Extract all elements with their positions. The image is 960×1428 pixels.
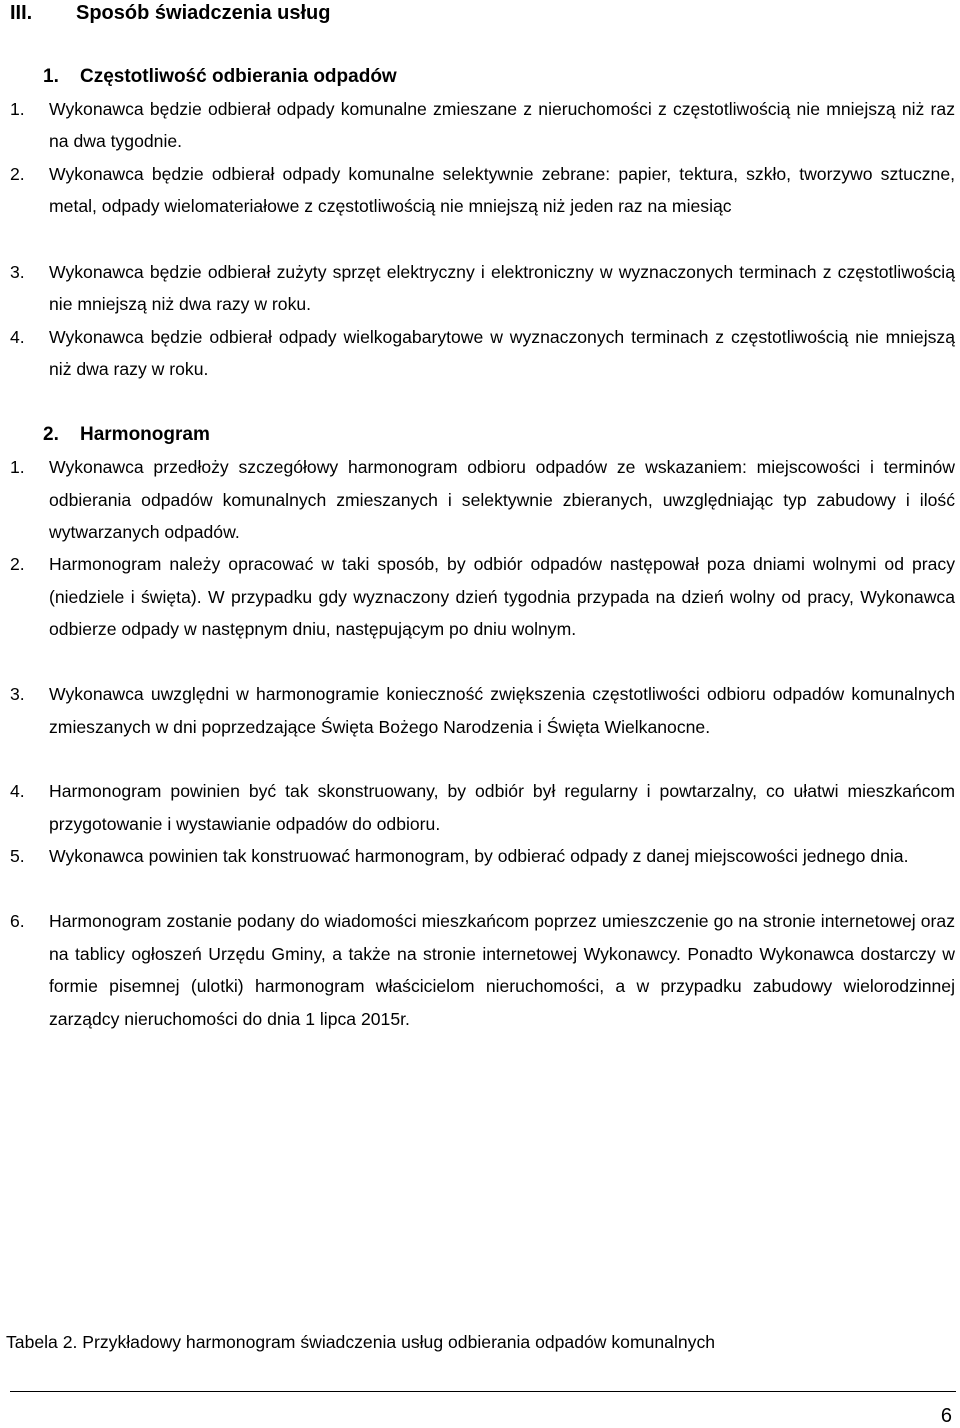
subsection-number: 1. [43, 66, 59, 87]
footer-divider [10, 1391, 956, 1392]
list-item-number: 6. [10, 911, 25, 931]
list-item-text: Wykonawca powinien tak konstruować harmonogram, by odbierać odpady z danej miejscowości jednego dnia. [49, 846, 909, 866]
subsection-heading-frequency [43, 64, 397, 90]
list-item [10, 548, 955, 646]
list-item-text: Wykonawca uwzględni w harmonogramie konieczność zwiększenia częstotliwości odbioru odpadów komunalnych zmieszanych w dni poprzedzające Święta Bożego Narodzenia i Święta Wielkanocne. [49, 684, 955, 737]
list-item-text: Wykonawca będzie odbierał odpady komunalne selektywnie zebrane: papier, tektura, szkło, tworzywo sztuczne, metal, odpady wielomateriałowe z częstotliwością nie mniejszą niż jeden raz na miesiąc [49, 164, 955, 216]
list-item-text: Wykonawca będzie odbierał odpady wielkogabarytowe w wyznaczonych terminach z częstotliwością nie mniejszą niż dwa razy w roku. [49, 327, 955, 379]
list-item [10, 159, 955, 222]
list-item-number: 2. [10, 164, 25, 184]
list-item-number: 1. [10, 99, 25, 119]
subsection-heading-schedule [43, 422, 210, 448]
section-title: Sposób świadczenia usług [76, 2, 331, 24]
list-item [10, 840, 955, 873]
page-number: 6 [940, 1405, 952, 1427]
list-item-text: Wykonawca będzie odbierał zużyty sprzęt elektryczny i elektroniczny w wyznaczonych terminach z częstotliwością nie mniejszą niż dwa razy w roku. [49, 262, 955, 314]
section-number: III. [10, 2, 33, 24]
subsection-number: 2. [43, 424, 59, 445]
list-item [10, 905, 955, 1035]
list-item-number: 4. [10, 327, 25, 347]
list-item-text: Wykonawca będzie odbierał odpady komunalne zmieszane z nieruchomości z częstotliwością nie mniejszą niż raz na dwa tygodnie. [49, 99, 955, 151]
list-item-number: 3. [10, 684, 25, 704]
list-item [10, 257, 955, 320]
list-item-number: 4. [10, 781, 25, 801]
section-heading [10, 0, 331, 26]
list-item-text: Harmonogram zostanie podany do wiadomości mieszkańcom poprzez umieszczenie go na stronie internetowej oraz na tablicy ogłoszeń Urzędu Gminy, a także na stronie internetowej Wykonawcy. Ponadto Wykonawca dostarczy w formie pisemnej (ulotki) harmonogram właścicielom nieruchomości, a w przypadku zabudowy wielorodzinnej zarządcy nieruchomości do dnia 1 lipca 2015r. [49, 911, 955, 1029]
list-item [10, 94, 955, 157]
list-item [10, 451, 955, 549]
subsection-title: Częstotliwość odbierania odpadów [80, 66, 397, 87]
list-item-number: 5. [10, 846, 25, 866]
list-item-number: 1. [10, 457, 25, 477]
table-caption: Tabela 2. Przykładowy harmonogram świadczenia usług odbierania odpadów komunalnych [6, 1332, 716, 1352]
list-item-text: Wykonawca przedłoży szczegółowy harmonogram odbioru odpadów ze wskazaniem: miejscowości i terminów odbierania odpadów komunalnych zmieszanych i selektywnie zbieranych, uwzględniając typ zabudowy i ilość wytwarzanych odpadów. [49, 457, 955, 543]
list-item-text: Harmonogram powinien być tak skonstruowany, by odbiór był regularny i powtarzalny, co ułatwi mieszkańcom przygotowanie i wystawianie odpadów do odbioru. [49, 781, 955, 834]
subsection-title: Harmonogram [80, 424, 210, 445]
list-item [10, 322, 955, 385]
list-item-number: 3. [10, 262, 25, 282]
list-item [10, 775, 955, 840]
list-item-number: 2. [10, 554, 25, 574]
list-item [10, 678, 955, 743]
list-item-text: Harmonogram należy opracować w taki sposób, by odbiór odpadów następował poza dniami wolnymi od pracy (niedziele i święta). W przypadku gdy wyznaczony dzień tygodnia przypada na dzień wolny od pracy, Wykonawca odbierze odpady w następnym dniu, następującym po dniu wolnym. [49, 554, 955, 640]
